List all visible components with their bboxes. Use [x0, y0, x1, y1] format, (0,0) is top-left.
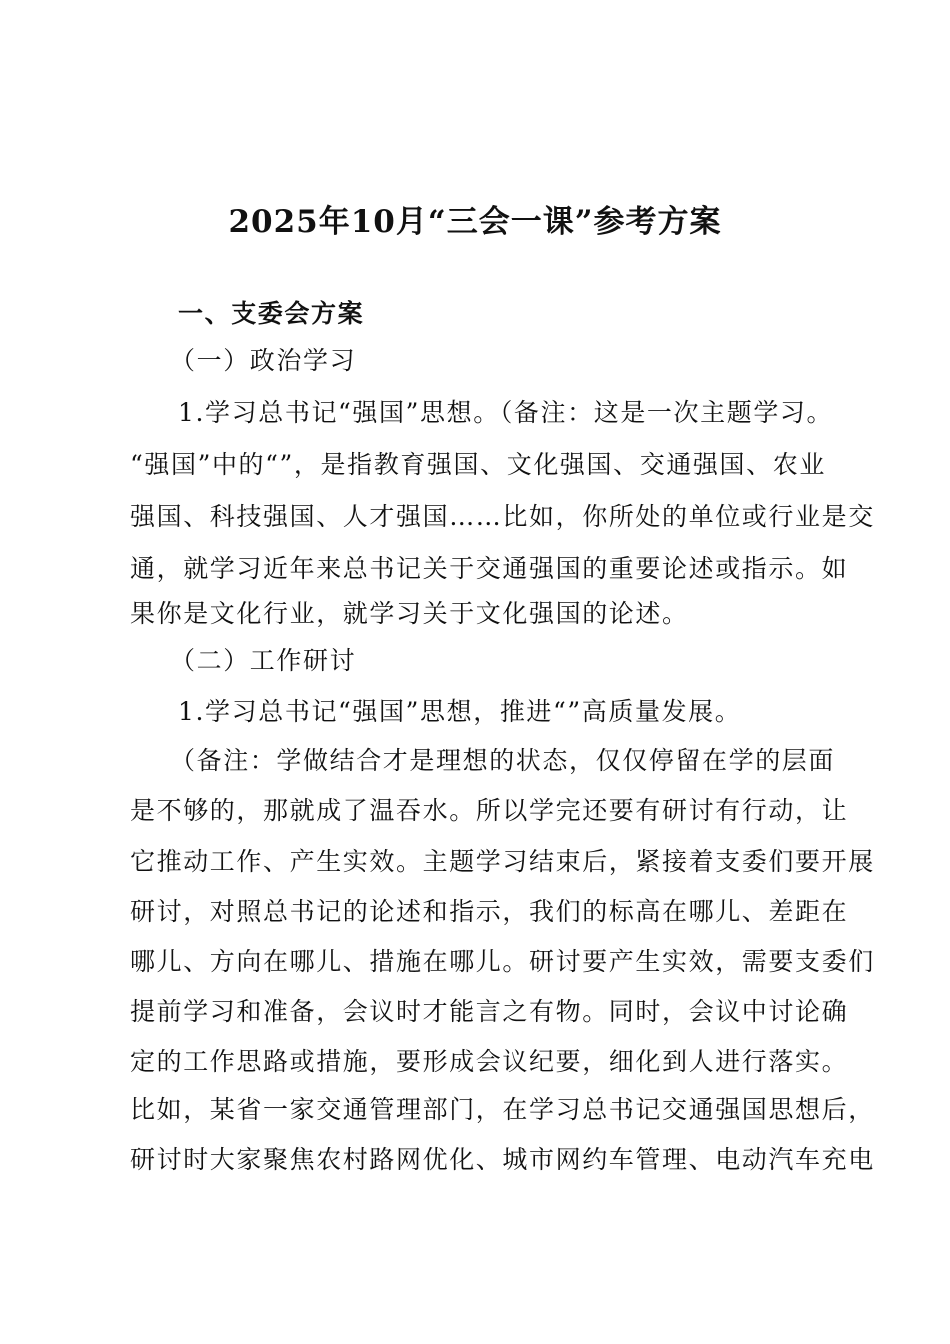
- paragraph-line: 提前学习和准备，会议时才能言之有物。同时，会议中讨论确: [130, 997, 849, 1026]
- paragraph-line: 它推动工作、产生实效。主题学习结束后，紧接着支委们要开展: [130, 847, 875, 876]
- paragraph-line: “强国”中的“”，是指教育强国、文化强国、交通强国、农业: [130, 450, 826, 479]
- subsection-heading: （一）政治学习: [170, 346, 357, 375]
- section-heading: 一、支委会方案: [178, 299, 365, 328]
- paragraph-line: 是不够的，那就成了温吞水。所以学完还要有研讨有行动，让: [130, 796, 849, 825]
- paragraph-line: 果你是文化行业，就学习关于文化强国的论述。: [130, 599, 689, 628]
- paragraph-line: 研讨，对照总书记的论述和指示，我们的标高在哪儿、差距在: [130, 897, 849, 926]
- paragraph-line: 比如，某省一家交通管理部门，在学习总书记交通强国思想后，: [130, 1095, 875, 1124]
- paragraph-line: 1.学习总书记“强国”思想。（备注：这是一次主题学习。: [178, 398, 834, 427]
- document-title: 2025年10月“三会一课”参考方案: [228, 204, 722, 240]
- paragraph-line: 哪儿、方向在哪儿、措施在哪儿。研讨要产生实效，需要支委们: [130, 947, 875, 976]
- paragraph-line: 强国、科技强国、人才强国……比如，你所处的单位或行业是交: [130, 502, 875, 531]
- paragraph-line: 1.学习总书记“强国”思想，推进“”高质量发展。: [178, 697, 742, 726]
- paragraph-line: （备注：学做结合才是理想的状态，仅仅停留在学的层面: [170, 746, 836, 775]
- subsection-heading: （二）工作研讨: [170, 646, 357, 675]
- paragraph-line: 通，就学习近年来总书记关于交通强国的重要论述或指示。如: [130, 554, 849, 583]
- paragraph-line: 定的工作思路或措施，要形成会议纪要，细化到人进行落实。: [130, 1047, 849, 1076]
- paragraph-line: 研讨时大家聚焦农村路网优化、城市网约车管理、电动汽车充电: [130, 1145, 875, 1174]
